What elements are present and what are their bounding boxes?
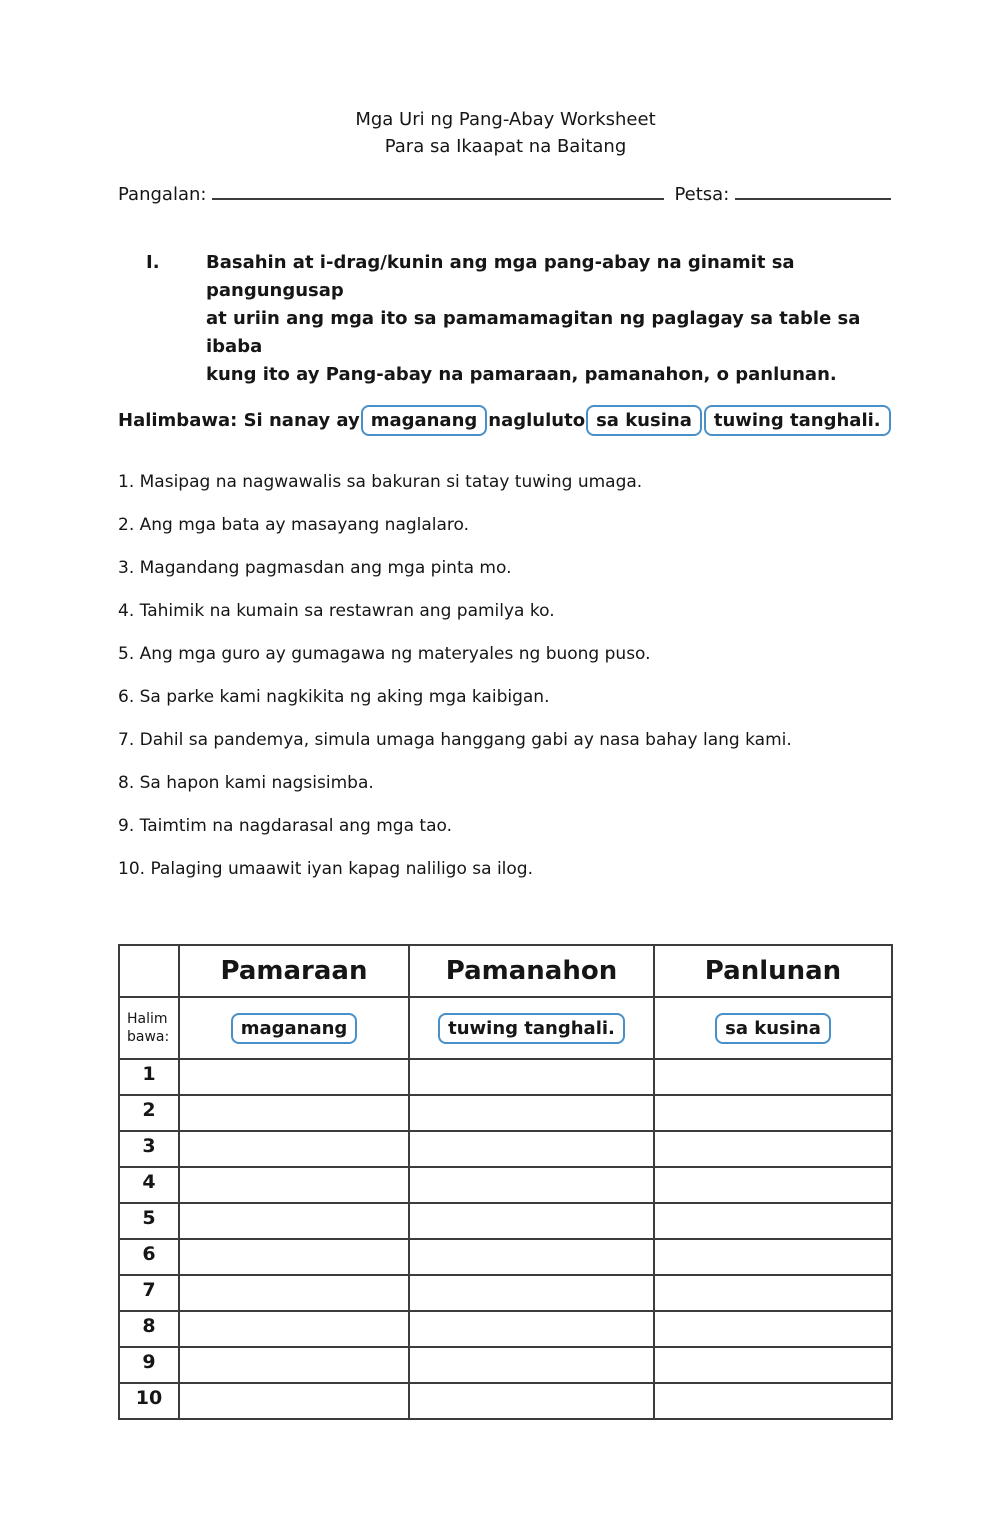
table-row [119,1203,892,1239]
example-label-line-2: bawa: [127,1029,170,1045]
drop-cell-pamaraan-1[interactable] [179,1059,409,1095]
example-sentence [118,405,893,436]
drop-cell-panlunan-6[interactable] [654,1239,892,1275]
name-label: Pangalan: [118,184,207,205]
row-number: 10 [119,1383,179,1419]
sentence-2: 2. Ang mga bata ay masayang naglalaro. [118,515,470,535]
example-row-label [119,997,179,1059]
instruction-text [206,249,893,389]
row-number: 4 [119,1167,179,1203]
sentence-9: 9. Taimtim na nagdarasal ang mga tao. [118,816,452,836]
drop-cell-pamaraan-2[interactable] [179,1095,409,1131]
instruction-line-3: kung ito ay Pang-abay na pamaraan, pamanahon, o panlunan. [206,364,837,385]
example-cell-panlunan [654,997,892,1059]
row-number: 3 [119,1131,179,1167]
sentence-5: 5. Ang mga guro ay gumagawa ng materyales ng buong puso. [118,644,651,664]
drop-cell-pamaraan-4[interactable] [179,1167,409,1203]
table-header-row [119,945,892,997]
name-input-line[interactable] [212,185,664,200]
placed-chip-pamaraan[interactable]: maganang [231,1013,358,1044]
drop-cell-pamanahon-1[interactable] [409,1059,654,1095]
row-number: 5 [119,1203,179,1239]
drop-cell-pamaraan-8[interactable] [179,1311,409,1347]
drop-cell-panlunan-7[interactable] [654,1275,892,1311]
name-date-row [118,184,893,205]
drop-cell-pamanahon-7[interactable] [409,1275,654,1311]
drop-cell-panlunan-3[interactable] [654,1131,892,1167]
table-example-row [119,997,892,1059]
drop-cell-pamanahon-5[interactable] [409,1203,654,1239]
row-number: 8 [119,1311,179,1347]
drop-cell-panlunan-8[interactable] [654,1311,892,1347]
title-line-1: Mga Uri ng Pang-Abay Worksheet [355,109,656,130]
sentence-1: 1. Masipag na nagwawalis sa bakuran si tatay tuwing umaga. [118,472,643,492]
table-row [119,1095,892,1131]
sentence-3: 3. Magandang pagmasdan ang mga pinta mo. [118,558,512,578]
date-label: Petsa: [674,184,730,205]
column-header-panlunan: Panlunan [654,945,892,997]
drop-cell-pamaraan-9[interactable] [179,1347,409,1383]
table-row [119,1059,892,1095]
table-row [119,1383,892,1419]
drop-cell-pamaraan-5[interactable] [179,1203,409,1239]
table-row [119,1275,892,1311]
table-row [119,1131,892,1167]
placed-chip-pamanahon[interactable]: tuwing tanghali. [438,1013,625,1044]
example-cell-pamanahon [409,997,654,1059]
drop-cell-panlunan-9[interactable] [654,1347,892,1383]
row-number: 2 [119,1095,179,1131]
placed-chip-panlunan[interactable]: sa kusina [715,1013,831,1044]
draggable-chip-pamaraan[interactable]: maganang [361,405,488,436]
drop-cell-panlunan-5[interactable] [654,1203,892,1239]
instruction-numeral: I. [146,252,160,273]
draggable-chip-pamanahon[interactable]: tuwing tanghali. [704,405,891,436]
sentence-list [118,472,893,880]
sentence-8: 8. Sa hapon kami nagsisimba. [118,773,374,793]
worksheet-title [118,106,893,160]
drop-cell-panlunan-2[interactable] [654,1095,892,1131]
example-cell-pamaraan [179,997,409,1059]
drop-cell-pamaraan-3[interactable] [179,1131,409,1167]
sentence-6: 6. Sa parke kami nagkikita ng aking mga kaibigan. [118,687,550,707]
date-input-line[interactable] [735,185,891,200]
column-header-pamanahon: Pamanahon [409,945,654,997]
table-row [119,1239,892,1275]
drop-cell-pamaraan-10[interactable] [179,1383,409,1419]
row-number: 9 [119,1347,179,1383]
instruction-line-1: Basahin at i-drag/kunin ang mga pang-abay na ginamit sa pangungusap [206,252,795,301]
example-label-line-1: Halim [127,1011,168,1027]
drop-cell-pamanahon-4[interactable] [409,1167,654,1203]
example-prefix: Halimbawa: Si nanay ay [118,410,360,431]
table-row [119,1347,892,1383]
column-header-pamaraan: Pamaraan [179,945,409,997]
row-number: 1 [119,1059,179,1095]
sentence-7: 7. Dahil sa pandemya, simula umaga hanggang gabi ay nasa bahay lang kami. [118,730,792,750]
title-line-2: Para sa Ikaapat na Baitang [384,136,627,157]
table-corner-cell [119,945,179,997]
row-number: 6 [119,1239,179,1275]
sentence-10: 10. Palaging umaawit iyan kapag naliligo sa ilog. [118,859,533,879]
draggable-chip-panlunan[interactable]: sa kusina [586,405,702,436]
drop-cell-pamanahon-3[interactable] [409,1131,654,1167]
instruction-block [118,249,893,389]
drop-cell-pamanahon-6[interactable] [409,1239,654,1275]
table-row [119,1167,892,1203]
sentence-4: 4. Tahimik na kumain sa restawran ang pamilya ko. [118,601,555,621]
drop-cell-pamanahon-2[interactable] [409,1095,654,1131]
table-row [119,1311,892,1347]
drop-cell-pamanahon-8[interactable] [409,1311,654,1347]
classification-table [118,944,893,1420]
drop-cell-panlunan-4[interactable] [654,1167,892,1203]
drop-cell-pamaraan-7[interactable] [179,1275,409,1311]
drop-cell-panlunan-1[interactable] [654,1059,892,1095]
drop-cell-pamanahon-9[interactable] [409,1347,654,1383]
row-number: 7 [119,1275,179,1311]
drop-cell-pamanahon-10[interactable] [409,1383,654,1419]
example-middle-word: nagluluto [488,410,586,431]
instruction-line-2: at uriin ang mga ito sa pamamamagitan ng paglagay sa table sa ibaba [206,308,861,357]
drop-cell-panlunan-10[interactable] [654,1383,892,1419]
drop-cell-pamaraan-6[interactable] [179,1239,409,1275]
